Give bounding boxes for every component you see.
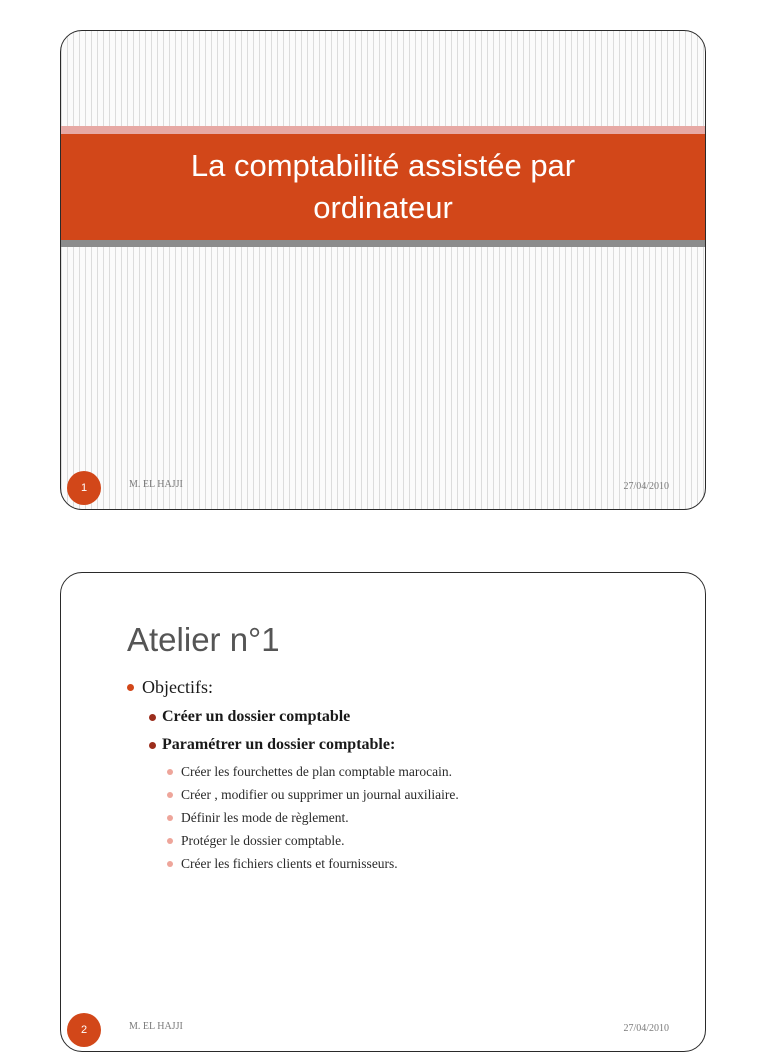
slide-title: Atelier n°1	[127, 621, 280, 658]
bullet-level-2	[149, 736, 459, 754]
footer-author: M. EL HAJJI	[129, 479, 183, 490]
bullet-level-3	[167, 764, 459, 780]
slide-number-badge	[67, 1013, 101, 1047]
title-band-top-stripe	[61, 126, 705, 134]
bullet-dot-icon	[167, 769, 173, 775]
bullet-text: Paramétrer un dossier comptable:	[162, 736, 396, 753]
bullet-text: Créer un dossier comptable	[162, 708, 351, 725]
slide-number-badge	[67, 471, 101, 505]
title-band-bottom-stripe	[61, 240, 705, 247]
bullet-dot-icon	[149, 742, 156, 749]
bullet-level-3	[167, 833, 459, 849]
bullet-dot-icon	[127, 684, 134, 691]
bullet-dot-icon	[167, 861, 173, 867]
slide-1	[60, 30, 706, 510]
slide-2	[60, 572, 706, 1052]
footer-date: 27/04/2010	[623, 1023, 669, 1034]
bullet-level-2	[149, 708, 459, 726]
bullet-text: Créer les fichiers clients et fournisseurs.	[181, 856, 398, 871]
bullet-level-1	[127, 677, 459, 698]
bullet-text: Définir les mode de règlement.	[181, 810, 349, 825]
footer-author: M. EL HAJJI	[129, 1021, 183, 1032]
bullet-text: Créer les fourchettes de plan comptable marocain.	[181, 764, 453, 779]
bullet-dot-icon	[167, 792, 173, 798]
bullet-list	[127, 677, 459, 879]
bullet-text: Protéger le dossier comptable.	[181, 833, 345, 848]
slide-title: La comptabilité assistée par ordinateur	[190, 148, 576, 225]
bullet-dot-icon	[149, 714, 156, 721]
bullet-text: Objectifs:	[142, 677, 213, 697]
bullet-text: Créer , modifier ou supprimer un journal auxiliaire.	[181, 787, 459, 802]
bullet-level-3	[167, 787, 459, 803]
bullet-dot-icon	[167, 815, 173, 821]
bullet-level-3	[167, 856, 459, 872]
slide-number: 2	[80, 1024, 88, 1036]
slide-number: 1	[80, 482, 88, 494]
bullet-level-3	[167, 810, 459, 826]
title-band	[61, 134, 705, 240]
bullet-dot-icon	[167, 838, 173, 844]
footer-date: 27/04/2010	[623, 481, 669, 492]
